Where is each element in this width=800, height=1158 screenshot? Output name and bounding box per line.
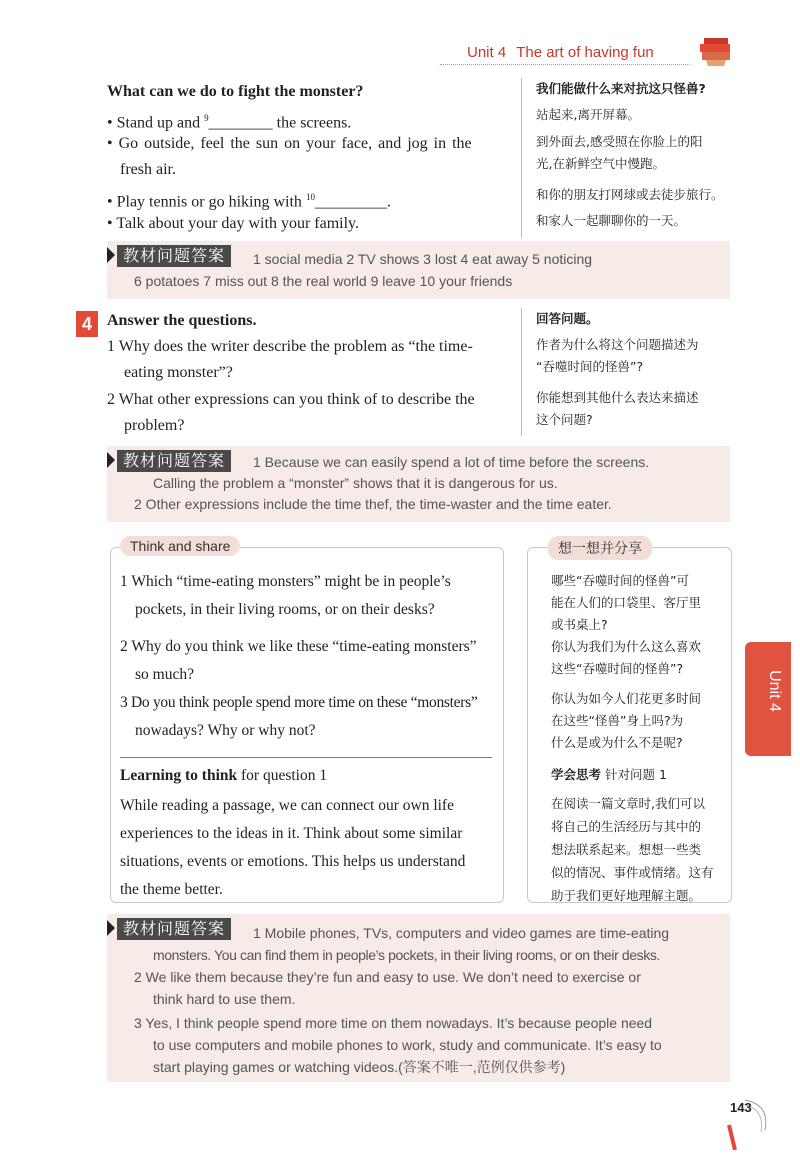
- answer-3-line-7: start playing games or watching videos.(答案不唯一,范例仅供参考): [153, 1059, 566, 1075]
- header-title: The art of having fun: [516, 44, 654, 61]
- header-rule: [440, 64, 690, 65]
- fight-cn-heading: 我们能做什么来对抗这只怪兽?: [536, 81, 706, 96]
- answer-3-line-4: think hard to use them.: [153, 991, 296, 1007]
- fight-cn-2: 到外面去,感受照在你脸上的阳: [536, 134, 703, 149]
- think-share-q3: 3 Do you think people spend more time on these “monsters” nowadays? Why or why not?: [120, 694, 478, 739]
- learning-heading: Learning to think for question 1: [120, 767, 328, 784]
- column-divider: [521, 78, 522, 238]
- answer-tag: 教材问题答案: [117, 245, 231, 267]
- arrow-icon: [107, 920, 115, 936]
- header-unit: Unit 4: [467, 44, 507, 61]
- section4-cn-4: 这个问题?: [536, 412, 593, 427]
- answer-3-line-3: 2 We like them because they’re fun and easy to use. We don’t need to exercise or: [134, 969, 641, 985]
- answer-3-line-2: monsters. You can find them in people’s pockets, in their living rooms, or on their desks.: [153, 947, 660, 963]
- learning-divider: [120, 757, 492, 758]
- answer-3-line-1: 1 Mobile phones, TVs, computers and video games are time-eating: [253, 925, 670, 941]
- arrow-icon: [107, 452, 115, 468]
- page-corner-decoration: [715, 1080, 775, 1150]
- fight-cn-1: 站起来,离开屏幕。: [536, 107, 640, 122]
- page-number: 143: [730, 1100, 752, 1115]
- fight-heading: What can we do to fight the monster?: [107, 83, 364, 100]
- fight-item-1: • Stand up and $^9$________ the screens.: [107, 113, 352, 132]
- learning-text: While reading a passage, we can connect our own life experiences to the ideas in it. Think about some similar situations, events or emotions. This helps us understand the theme better.: [120, 797, 466, 898]
- section4-cn-heading: 回答问题。: [536, 311, 599, 326]
- section4-q2: 2 What other expressions can you think of to describe the problem?: [107, 391, 475, 434]
- answer-box-3: [107, 914, 730, 1082]
- section4-q1: 1 Why does the writer describe the problem as “the time- eating monster”?: [107, 338, 473, 381]
- fight-cn-3: 光,在新鲜空气中慢跑。: [536, 156, 665, 171]
- answer-1-line-1: 1 social media 2 TV shows 3 lost 4 eat away 5 noticing: [253, 251, 593, 267]
- answer-1-line-2: 6 potatoes 7 miss out 8 the real world 9 leave 10 your friends: [134, 273, 513, 289]
- answer-2-line-3: 2 Other expressions include the time thef, the time-waster and the time eater.: [134, 496, 612, 512]
- fight-cn-4: 和你的朋友打网球或去徒步旅行。: [536, 187, 724, 202]
- section4-cn-3: 你能想到其他什么表达来描述: [536, 390, 699, 405]
- answer-2-line-1: 1 Because we can easily spend a lot of time before the screens.: [253, 454, 650, 470]
- unit-side-tab-label: Unit 4: [765, 670, 783, 712]
- think-share-cn-label: 想一想并分享: [548, 536, 652, 560]
- answer-tag: 教材问题答案: [117, 918, 231, 940]
- answer-2-line-2: Calling the problem a “monster” shows that it is dangerous for us.: [153, 475, 558, 491]
- arrow-icon: [107, 247, 115, 263]
- section4-heading: Answer the questions.: [107, 312, 257, 329]
- fight-item-2: • Go outside, feel the sun on your face, and jog in the fresh air.: [107, 135, 472, 178]
- section4-cn-2: “吞噬时间的怪兽”?: [536, 359, 644, 374]
- section4-cn-1: 作者为什么将这个问题描述为: [536, 337, 699, 352]
- answer-3-line-6: to use computers and mobile phones to work, study and communicate. It’s easy to: [153, 1037, 662, 1053]
- section-number-badge: 4: [76, 311, 98, 337]
- book-stack-icon: [690, 34, 738, 68]
- think-share-cn-text: 哪些“吞噬时间的怪兽”可 能在人们的口袋里、客厅里 或书桌上? 你认为我们为什么这么喜欢 这些“吞噬时间的怪兽”? 你认为如今人们花更多时间 在这些“怪兽”身上吗?为 什么是或为什么不是呢?: [551, 573, 702, 750]
- answer-box-1: [107, 241, 730, 299]
- think-share-q1: 1 Which “time-eating monsters” might be in people’s pockets, in their living rooms, or on their desks?: [120, 573, 451, 618]
- answer-3-line-5: 3 Yes, I think people spend more time on them nowadays. It’s because people need: [134, 1015, 653, 1031]
- think-share-q2: 2 Why do you think we like these “time-eating monsters” so much?: [120, 638, 477, 683]
- think-share-label: Think and share: [120, 536, 240, 556]
- think-share-cn-learning-text: 在阅读一篇文章时,我们可以 将自己的生活经历与其中的 想法联系起来。想想一些类 似的情况、事件或情绪。这有 助于我们更好地理解主题。: [551, 796, 714, 903]
- think-share-cn-learning-heading: 学会思考 针对问题 1: [551, 767, 667, 782]
- fight-cn-5: 和家人一起聊聊你的一天。: [536, 213, 687, 228]
- fight-item-3: • Play tennis or go hiking with $^{10}$_________.: [107, 192, 391, 211]
- answer-tag: 教材问题答案: [117, 450, 231, 472]
- column-divider: [521, 308, 522, 436]
- running-header: [467, 44, 664, 61]
- unit-side-tab: [745, 642, 791, 756]
- answer-box-2: [107, 446, 730, 522]
- fight-item-4: • Talk about your day with your family.: [107, 215, 359, 232]
